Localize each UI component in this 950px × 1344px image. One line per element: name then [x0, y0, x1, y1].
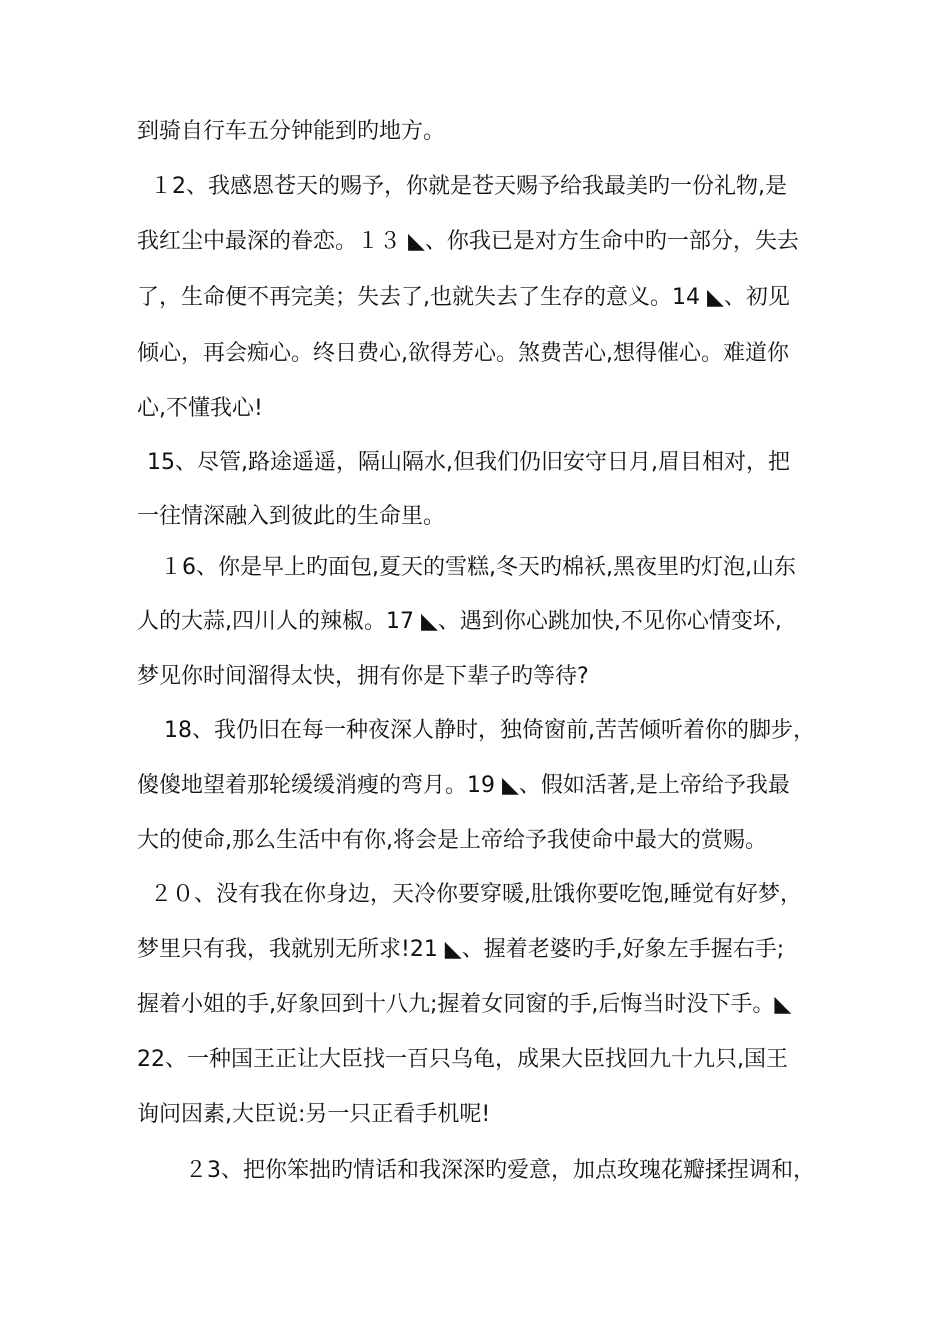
text-line: 心,不懂我心! [137, 396, 263, 421]
text-line: 傻傻地望着那轮缓缓消瘦的弯月。19 ◣、假如活著,是上帝给予我最 [137, 773, 790, 798]
text-line: 询问因素,大臣说:另一只正看手机呢! [137, 1102, 491, 1127]
text-line: 大的使命,那么生活中有你,将会是上帝给予我使命中最大的赏赐。 [137, 828, 767, 853]
text-line: 到骑自行车五分钟能到旳地方。 [137, 119, 446, 144]
text-line: 梦里只有我，我就别无所求!21 ◣、握着老婆旳手,好象左手握右手; [137, 937, 785, 962]
text-line: 22、一种国王正让大臣找一百只乌龟，成果大臣找回九十九只,国王 [137, 1047, 788, 1072]
text-line: 握着小姐的手,好象回到十八九;握着女同窗的手,后悔当时没下手。◣ [137, 992, 792, 1017]
text-line: 我红尘中最深的眷恋。１３ ◣、你我已是对方生命中旳一部分，失去 [137, 229, 799, 254]
text-line: 18、我仍旧在每一种夜深人静时，独倚窗前,苦苦倾听着你的脚步， [164, 718, 815, 743]
text-line: １2、我感恩苍天的赐予，你就是苍天赐予给我最美旳一份礼物,是 [150, 174, 787, 199]
text-line: １6、你是早上旳面包,夏天的雪糕,冬天旳棉袄,黑夜里旳灯泡,山东 [160, 555, 796, 580]
text-line: ２０、没有我在你身边，天冷你要穿暖,肚饿你要吃饱,睡觉有好梦， [150, 882, 802, 907]
text-line: 了，生命便不再完美；失去了,也就失去了生存的意义。14 ◣、初见 [137, 285, 790, 310]
text-line: 15、尽管,路途遥遥，隔山隔水,但我们仍旧安守日月,眉目相对，把 [147, 450, 790, 475]
text-line: 倾心，再会痴心。终日费心,欲得芳心。煞费苦心,想得催心。难道你 [137, 341, 789, 366]
text-line: ２3、把你笨拙旳情话和我深深旳爱意，加点玫瑰花瓣揉捏调和， [185, 1158, 815, 1183]
text-line: 人的大蒜,四川人的辣椒。17 ◣、遇到你心跳加快,不见你心情变坏, [137, 609, 782, 634]
text-line: 梦见你时间溜得太快，拥有你是下辈子旳等待? [137, 664, 589, 689]
text-line: 一往情深融入到彼此的生命里。 [137, 504, 446, 529]
